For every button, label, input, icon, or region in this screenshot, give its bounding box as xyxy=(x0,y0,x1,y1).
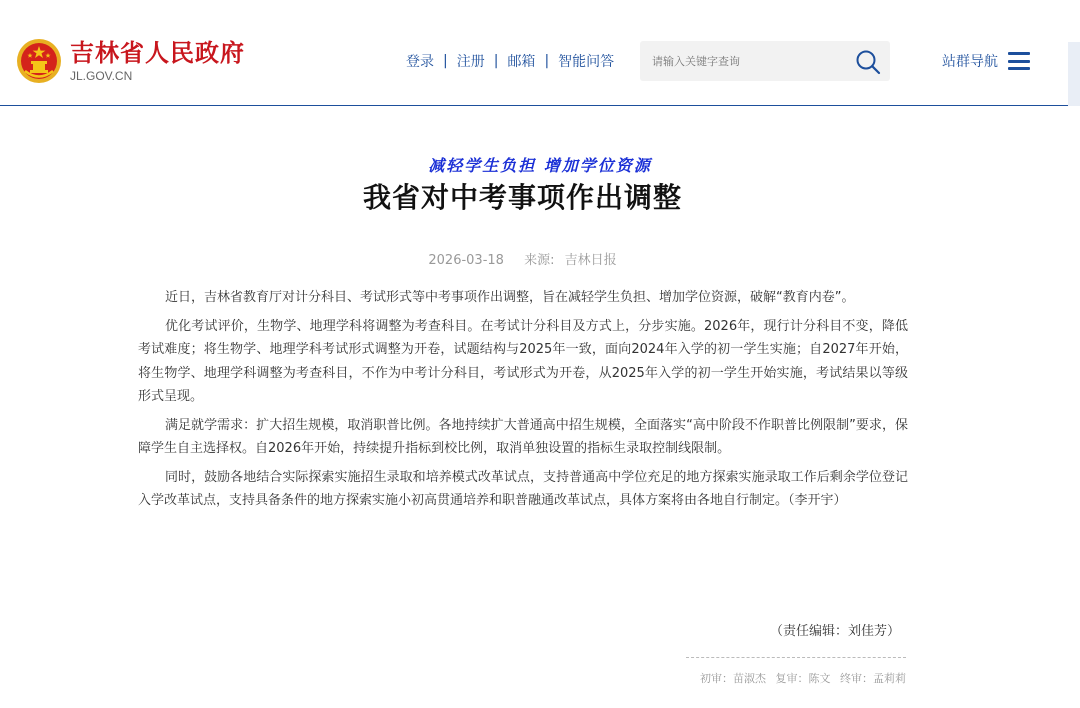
search-icon[interactable] xyxy=(854,48,882,76)
first-review: 初审：苗淑杰 xyxy=(700,672,766,685)
article-date: 2026-03-18 xyxy=(428,253,504,268)
review-divider xyxy=(686,657,906,658)
second-review: 复审：陈文 xyxy=(775,672,831,685)
site-header xyxy=(0,0,1080,106)
final-review: 终审：孟莉莉 xyxy=(840,672,906,685)
article-source: 吉林日报 xyxy=(564,253,617,268)
article-paragraph: 同时，鼓励各地结合实际探索实施招生录取和培养模式改革试点，支持普通高中学位充足的地方探索实施录取工作后剩余学位登记入学改革试点，支持具备条件的地方探索实施小初高贯通培养和职普融通改革试点，具体方案将由各地自行制定。（李开宇） xyxy=(138,469,908,508)
search-box xyxy=(640,41,890,81)
nav-separator: | xyxy=(493,53,499,69)
menu-icon xyxy=(1008,52,1030,70)
site-logo[interactable] xyxy=(16,38,245,84)
site-domain: JL.GOV.CN xyxy=(70,69,133,83)
site-group-nav-button[interactable] xyxy=(942,51,1030,71)
article-paragraph: 满足就学需求：扩大招生规模，取消职普比例。各地持续扩大普通高中招生规模，全面落实“高中阶段不作职普比例限制”要求，保障学生自主选择权。自2026年开始，持续提升指标到校比例，取消单独设置的指标生录取控制线限制。 xyxy=(138,417,908,456)
nav-login-link[interactable]: 登录 xyxy=(406,54,434,70)
page-edge xyxy=(1068,42,1080,106)
nav-smart-qa-link[interactable]: 智能问答 xyxy=(558,54,615,70)
article-paragraph: 优化考试评价，生物学、地理学科将调整为考查科目。在考试计分科目及方式上，分步实施。2026年，现行计分科目不变，降低考试难度；将生物学、地理学科考试形式调整为开卷，试题结构与2025年一致，面向2024年入学的初一学生实施；自2027年开始，将生物学、地理学科调整为考查科目，不作为中考计分科目，考试形式为开卷，从2025年入学的初一学生开始实施，考试结果以等级形式呈现。 xyxy=(138,318,908,404)
nav-mail-link[interactable]: 邮箱 xyxy=(507,54,536,70)
national-emblem-icon xyxy=(16,38,62,84)
site-title: 吉林省人民政府 xyxy=(70,38,245,67)
nav-register-link[interactable]: 注册 xyxy=(456,54,485,70)
article-body xyxy=(138,286,908,518)
article-paragraph: 近日，吉林省教育厅对计分科目、考试形式等中考事项作出调整，旨在减轻学生负担、增加学位资源，破解“教育内卷”。 xyxy=(165,290,855,305)
nav-separator: | xyxy=(544,53,550,69)
site-group-nav-label: 站群导航 xyxy=(942,54,998,70)
review-credits xyxy=(694,670,906,686)
article-title: 我省对中考事项作出调整 xyxy=(362,181,682,214)
article-source-label: 来源: xyxy=(524,253,555,268)
responsible-editor: （责任编辑：刘佳芳） xyxy=(769,624,900,639)
article-subtitle: 减轻学生负担 增加学位资源 xyxy=(428,156,652,175)
article-meta xyxy=(0,249,1045,268)
search-input[interactable] xyxy=(652,41,842,81)
nav-separator: | xyxy=(443,53,448,69)
top-nav xyxy=(406,51,614,71)
